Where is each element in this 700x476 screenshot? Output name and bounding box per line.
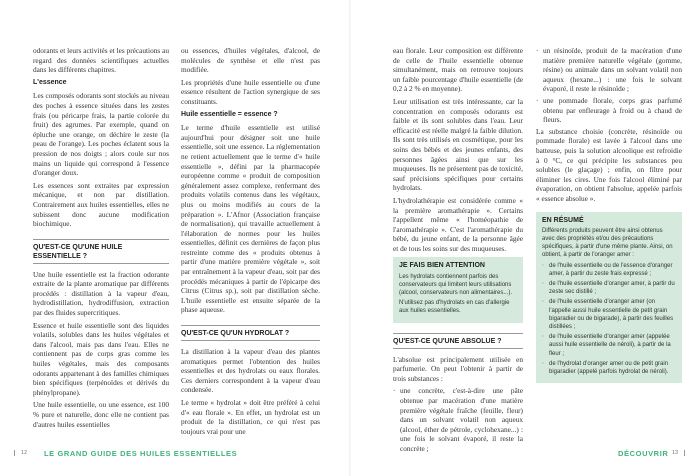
- left-page-column-1: [33, 46, 169, 432]
- paragraph: Les propriétés d'une huile essentielle ou d'une essence résultent de l'action synergique de ses constituants.: [181, 77, 320, 106]
- box-text: Différents produits peuvent être ainsi obtenus avec des propriétés et/ou des précautions spécifiques, à partir d'une même plante. Ainsi, on obtient, à partir de l'oranger amer :: [542, 227, 673, 259]
- paragraph: La distillation à la vapeur d'eau des plantes aromatiques permet l'obtention des huiles essentielles et des hydrolats ou eaux florales. Ces derniers correspondent à la vapeur d'eau condensée.: [181, 347, 320, 395]
- substance-list: [393, 386, 523, 453]
- box-text: N'utilisez pas d'hydrolats en cas d'allergie aux huiles essentielles.: [399, 300, 510, 315]
- paragraph: Une huile essentielle est la fraction odorante extraite de la plante aromatique par différents procédés : distillation à la vapeur d'eau, hydrodistillation, hydrodiffusion, extraction par des fluides supercritiques.: [33, 269, 169, 318]
- list-item: · de l'huile essentielle ou de l'essence d'oranger amer, à partir du zeste frais expressé ;: [542, 262, 676, 278]
- right-page-column-2: [536, 46, 682, 389]
- paragraph: Leur utilisation est très intéressante, car la concentration en composés odorants est faible et ils sont solubles dans l'eau. Leur efficacité est réelle malgré la faible dilution. Ils sont très utilisés en cosmétique, pour les soins des bébés et des jeunes enfants, des personnes âgées ainsi que sur les muqueuses. Ils ne présentent pas de toxicité, sauf précisions spécifiques pour certains hydrolats.: [393, 96, 523, 193]
- list-item: · une concrète, c'est-à-dire une pâte obtenue par macération d'une matière première végétale fraîche (feuille, fleur) dans un solvant volatil non aqueux (alcool, éther de pétrole, cyclohexane...) : une fois le solvant évaporé, il reste la concrète ;: [393, 386, 523, 453]
- subheading: Huile essentielle = essence ?: [181, 110, 278, 118]
- list-item: · de l'huile essentielle d'oranger amer (on l'appelle aussi huile essentielle de petit grain bigaradier ou de bigarade), à partir des feuilles distillées ;: [542, 298, 676, 331]
- list-item: · de l'hydrolat d'oranger amer ou de petit grain bigaradier (appelé parfois hydrolat de néroli).: [542, 360, 676, 376]
- section-heading: QU'EST-CE QU'UNE HUILE ESSENTIELLE ?: [33, 239, 169, 264]
- page-number-right: 13: [672, 450, 685, 456]
- substance-list: [536, 46, 682, 125]
- list-item: · de l'huile essentielle d'oranger amer (appelée aussi huile essentielle de néroli), à partir de la fleur ;: [542, 333, 676, 358]
- paragraph: La substance choisie (concrète, résinoïde ou pommade florale) est lavée à l'alcool dans une batteuse, puis la solution alcoolique est refroidie à 0 °C, ce qui précipite les substances peu solubles (le glaçage) ; enfin, on filtre pour éliminer les cires. Une fois l'alcool éliminé par évaporation, on obtient l'absolue, appelée parfois « essence absolue ».: [536, 126, 682, 203]
- right-page-column-1: [393, 46, 523, 456]
- page-number-left: 12: [14, 450, 27, 456]
- paragraph: ou essences, d'huiles végétales, d'alcool, de molécules de synthèse et elle n'est pas modifiée.: [181, 46, 320, 75]
- summary-box: [536, 212, 682, 384]
- paragraph: Une huile essentielle, ou une essence, est 100 % pure et naturelle, donc elle ne contient pas d'autres huiles essentielles: [33, 400, 169, 429]
- paragraph: Le terme d'huile essentielle est utilisé aujourd'hui pour désigner soit une huile essentielle, soit une essence. La réglementation ne retient actuellement que le terme d'« huile essentielle », défini par la pharmacopée européenne comme « produit de composition généralement assez complexe, renfermant des produits volatils contenus dans les végétaux, plus ou moins modifiés au cours de la préparation ». L'Afnor (Association française de normalisation), qui travaille actuellement à l'élaboration de normes pour les huiles essentielles, définit ces dernières de façon plus restreinte comme des « produits obtenus à partir d'une matière première végétale », soit par entraînement à la vapeur d'eau, soit par des procédés mécaniques à partir de l'épicarpe des Citrus (Citrus sp.), soit par distillation sèche. L'huile essentielle est ensuite séparée de la phase aqueuse.: [181, 123, 320, 315]
- paragraph: Les essences sont extraites par expression mécanique, et non par distillation. Contrairement aux huiles essentielles, elles ne subissent donc aucune modification biochimique.: [33, 180, 169, 229]
- warning-box: [393, 257, 523, 322]
- paragraph: L'hydrolathérapie est considérée comme « la première aromathérapie ». Certains l'appellent même « l'homéopathie de l'aromathérapie ». C'est l'aromathérapie du bébé, du jeune enfant, de la personne âgée et de tous les soins sur des muqueuses.: [393, 195, 523, 253]
- list-item: · de l'huile essentielle d'oranger amer, à partir du zeste sec distillé ;: [542, 280, 676, 296]
- left-page-column-2: [181, 46, 320, 439]
- running-title-left: LE GRAND GUIDE DES HUILES ESSENTIELLES: [44, 449, 238, 458]
- list-item: · une pommade florale, corps gras parfumé obtenu par enfleurage à froid ou à chaud de fleurs.: [536, 96, 682, 125]
- box-title: EN RÉSUMÉ: [542, 216, 584, 224]
- paragraph: L'absolue est principalement utilisée en parfumerie. On peut l'obtenir à partir de trois substances :: [393, 354, 523, 383]
- paragraph: eau florale. Leur composition est différente de celle de l'huile essentielle obtenue simultanément, mais on retrouve toujours un faible pourcentage d'huile essentielle (de 0,2 à 2 % en moyenne).: [393, 46, 523, 94]
- box-title: JE FAIS BIEN ATTENTION: [399, 262, 485, 270]
- page-spine: [349, 0, 351, 476]
- box-text: Les hydrolats contiennent parfois des conservateurs qui limitent leurs utilisations (alcool, conservateurs non alimentaires...).: [399, 273, 513, 297]
- paragraph: Essence et huile essentielle sont des liquides volatils, solubles dans les huiles végétales et dans l'alcool, mais pas dans l'eau. Elles ne contiennent pas de corps gras comme les huiles végétales, mais des composants odorants appartenant à des familles chimiques bien spécifiques (terpénoïdes et dérivés du phénylpropane).: [33, 320, 169, 397]
- subheading: L'essence: [33, 78, 67, 86]
- section-heading: QU'EST-CE QU'UNE ABSOLUE ?: [393, 333, 523, 349]
- paragraph: Les composés odorants sont stockés au niveau des poches à essence situées dans les zestes frais (ou péricarpe frais, la partie colorée du fruit) des agrumes. Par exemple, quand on épluche une orange, on déchire le zeste (la peau de l'orange). Les poches éclatent sous la pression de nos doigts ; alors coule sur nos mains un liquide qui correspond à l'essence d'oranger doux.: [33, 91, 169, 178]
- paragraph: odorants et leurs activités et les précautions au regard des données scientifiques actuelles dans les différents chapitres.: [33, 46, 169, 75]
- list-item: · un résinoïde, produit de la macération d'une matière première naturelle végétale (gomme, résine) ou animale dans un solvant volatil non aqueux (hexane...) : une fois le solvant évaporé, il reste le résinoïde ;: [536, 46, 682, 94]
- paragraph: Le terme « hydrolat » doit être préféré à celui d'« eau florale ». En effet, un hydrolat est un produit de la distillation, ce qui n'est pas toujours vrai pour une: [181, 398, 320, 436]
- running-title-right: DÉCOUVRIR: [618, 449, 669, 458]
- section-heading: QU'EST-CE QU'UN HYDROLAT ?: [181, 325, 320, 341]
